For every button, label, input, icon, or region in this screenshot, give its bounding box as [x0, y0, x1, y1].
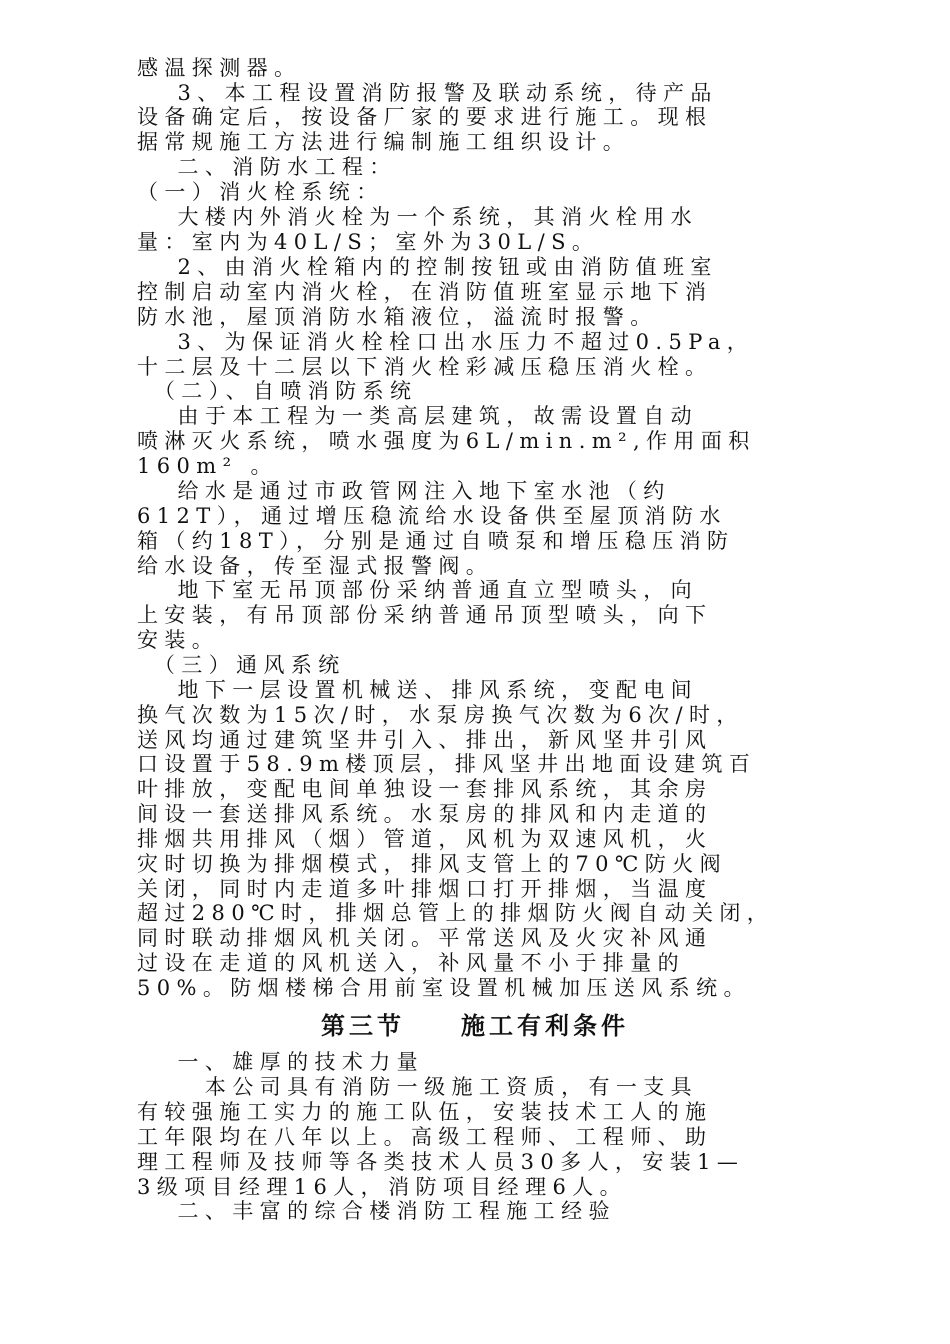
text-line: 超过280℃时，排烟总管上的排烟防火阀自动关闭，: [137, 901, 775, 925]
section-heading: 第三节 施工有利条件: [321, 1012, 629, 1040]
text-line: 感温探测器。: [137, 56, 302, 80]
text-line: 防水池，屋顶消防水箱液位，溢流时报警。: [137, 305, 658, 329]
text-line: 612T），通过增压稳流给水设备供至屋顶消防水: [137, 504, 727, 528]
text-line: 大楼内外消火栓为一个系统，其消火栓用水: [137, 205, 699, 229]
text-line: 160m² 。: [137, 454, 278, 478]
text-line: 3级项目经理16人，消防项目经理6人。: [137, 1175, 628, 1199]
text-line: 喷淋灭火系统，喷水强度为6L/min.m²,作用面积: [137, 429, 756, 453]
text-line: 叶排放，变配电间单独设一套排风系统，其余房: [137, 777, 713, 801]
text-line: 给水设备，传至湿式报警阀。: [137, 554, 494, 578]
text-line: 排烟共用排风（烟）管道，风机为双速风机，火: [137, 827, 713, 851]
text-line: 3、本工程设置消防报警及联动系统，待产品: [137, 81, 718, 105]
text-line: 给水是通过市政管网注入地下室水池（约: [137, 479, 671, 503]
text-line: 关闭，同时内走道多叶排烟口打开排烟，当温度: [137, 877, 713, 901]
text-line: 二、消防水工程：: [137, 155, 397, 179]
text-line: 间设一套送排风系统。水泵房的排风和内走道的: [137, 802, 713, 826]
text-line: 灾时切换为排烟模式，排风支管上的70℃防火阀: [137, 852, 728, 876]
text-line: 2、由消火栓箱内的控制按钮或由消防值班室: [137, 255, 718, 279]
text-line: 本公司具有消防一级施工资质，有一支具: [137, 1075, 699, 1099]
text-line: 50%。防烟楼梯合用前室设置机械加压送风系统。: [137, 976, 751, 1000]
text-line: 箱（约18T），分别是通过自喷泵和增压稳压消防: [137, 529, 735, 553]
text-line: （三）通风系统: [137, 653, 346, 677]
text-line: 地下一层设置机械送、排风系统，变配电间: [137, 678, 699, 702]
text-line: 理工程师及技师等各类技术人员30多人，安装1—: [137, 1150, 745, 1174]
text-line: 控制启动室内消火栓，在消防值班室显示地下消: [137, 280, 713, 304]
text-line: 3、为保证消火栓栓口出水压力不超过0.5Pa，: [137, 330, 755, 354]
text-line: （一）消火栓系统：: [137, 180, 384, 204]
text-line: 十二层及十二层以下消火栓彩减压稳压消火栓。: [137, 355, 713, 379]
text-line: 工年限均在八年以上。高级工程师、工程师、助: [137, 1125, 713, 1149]
text-line: 安装。: [137, 628, 220, 652]
text-line: 有较强施工实力的施工队伍，安装技术工人的施: [137, 1100, 713, 1124]
text-line: 上安装，有吊顶部份采纳普通吊顶型喷头，向下: [137, 603, 713, 627]
text-line: 换气次数为15次/时，水泵房换气次数为6次/时，: [137, 703, 744, 727]
text-line: 二、丰富的综合楼消防工程施工经验: [137, 1199, 616, 1223]
text-line: 过设在走道的风机送入，补风量不小于排量的: [137, 951, 685, 975]
text-line: 口设置于58.9m楼顶层，排风坚井出地面设建筑百: [137, 752, 757, 776]
text-line: 送风均通过建筑坚井引入、排出，新风坚井引风: [137, 728, 713, 752]
text-line: 据常规施工方法进行编制施工组织设计。: [137, 130, 631, 154]
text-line: 由于本工程为一类高层建筑，故需设置自动: [137, 404, 699, 428]
text-line: （二）、自喷消防系统: [137, 379, 418, 403]
text-line: 同时联动排烟风机关闭。平常送风及火灾补风通: [137, 926, 713, 950]
text-line: 量：室内为40L/S；室外为30L/S。: [137, 230, 600, 254]
text-line: 设备确定后，按设备厂家的要求进行施工。现根: [137, 105, 713, 129]
text-line: 地下室无吊顶部份采纳普通直立型喷头，向: [137, 578, 699, 602]
text-line: 一、雄厚的技术力量: [137, 1050, 425, 1074]
